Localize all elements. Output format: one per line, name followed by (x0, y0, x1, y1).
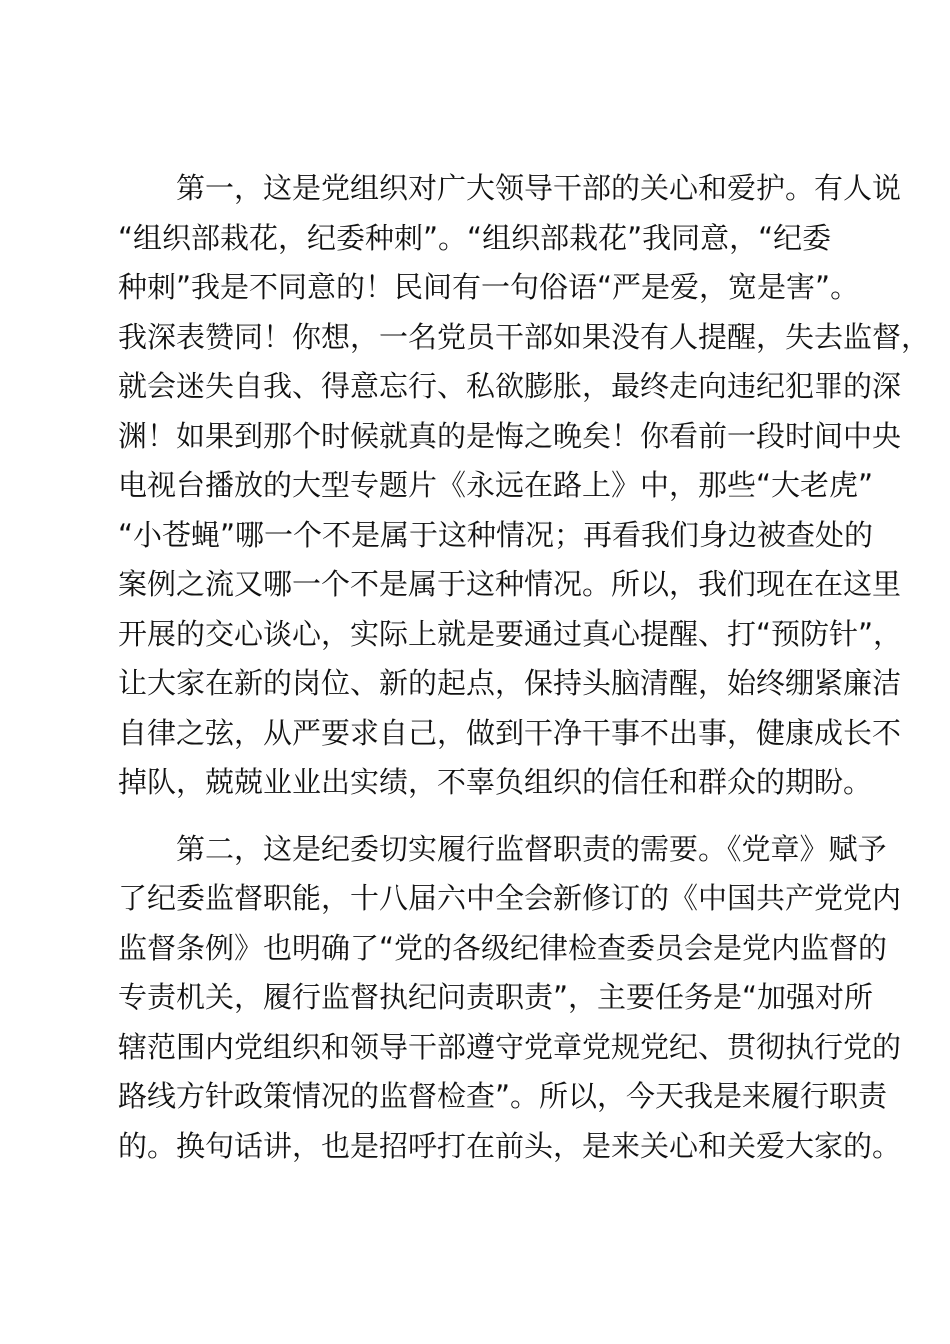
paragraph-line: 渊！如果到那个时候就真的是悔之晚矣！你看前一段时间中央 (118, 418, 902, 453)
paragraph-line: 让大家在新的岗位、新的起点，保持头脑清醒，始终绷紧廉洁 (118, 666, 902, 700)
paragraph-line: 我深表赞同！你想，一名党员干部如果没有人提醒，失去监督， (118, 319, 931, 354)
paragraph-line: 掉队，兢兢业业出实绩，不辜负组织的信任和群众的期盼。 (118, 765, 873, 799)
paragraph-line: 电视台播放的大型专题片《永远在路上》中，那些“大老虎” (118, 468, 874, 502)
paragraph-line: 第二，这是纪委切实履行监督职责的需要。《党章》赋予 (118, 831, 887, 866)
paragraph-line: 开展的交心谈心，实际上就是要通过真心提醒、打“预防针”， (118, 616, 903, 651)
paragraph-line: “小苍蝇”哪一个不是属于这种情况；再看我们身边被查处的 (118, 517, 874, 552)
paragraph-line: 的。换句话讲，也是招呼打在前头，是来关心和关爱大家的。 (118, 1128, 902, 1163)
paragraph-line: 案例之流又哪一个不是属于这种情况。所以，我们现在在这里 (118, 567, 902, 601)
paragraph-line: 种刺”我是不同意的！民间有一句俗语“严是爱，宽是害”。 (118, 270, 860, 304)
paragraph-line: 监督条例》也明确了“党的各级纪律检查委员会是党内监督的 (118, 930, 888, 965)
document-body (118, 164, 931, 1171)
paragraph-line: 辖范围内党组织和领导干部遵守党章党规党纪、贯彻执行党的 (118, 1029, 902, 1064)
paragraph-line: 就会迷失自我、得意忘行、私欲膨胀，最终走向违纪犯罪的深 (118, 369, 902, 403)
paragraph-line: “组织部栽花，纪委种刺”。“组织部栽花”我同意，“纪委 (118, 220, 832, 255)
paragraph-line: 路线方针政策情况的监督检查”。所以，今天我是来履行职责 (118, 1079, 888, 1113)
paragraph-line: 第一，这是党组织对广大领导干部的关心和爱护。有人说 (118, 171, 902, 205)
paragraph-line: 专责机关，履行监督执纪问责职责”，主要任务是“加强对所 (118, 980, 874, 1014)
paragraph-2 (118, 825, 902, 1172)
paragraph-line: 了纪委监督职能，十八届六中全会新修订的《中国共产党党内 (118, 881, 902, 915)
paragraph-line: 自律之弦，从严要求自己，做到干净干事不出事，健康成长不 (118, 715, 902, 750)
paragraph-1 (118, 164, 931, 808)
